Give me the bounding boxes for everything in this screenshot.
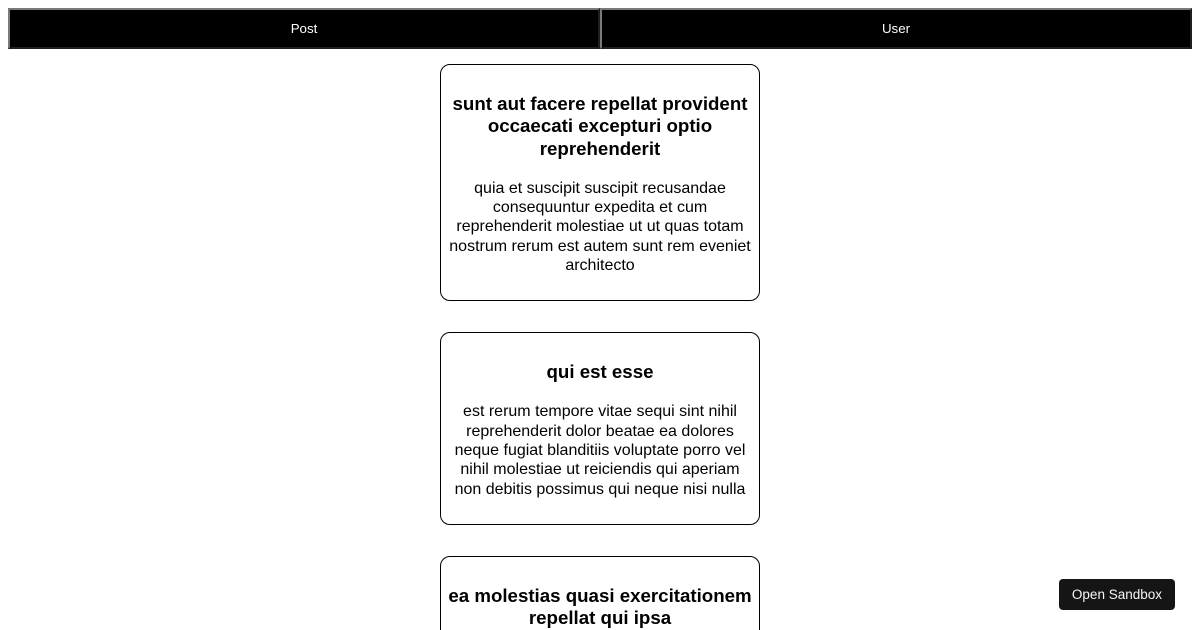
post-body-2: est rerum tempore vitae sequi sint nihil reprehenderit dolor beatae ea dolores neque fugiat blanditiis voluptate porro vel nihil molestiae ut reiciendis qui aperiam non debitis possimus qui neque nisi nulla	[454, 403, 746, 498]
post-list	[0, 64, 1200, 630]
top-nav	[0, 0, 1200, 49]
open-sandbox-button[interactable]: Open Sandbox	[1059, 579, 1175, 610]
post-body-1: quia et suscipit suscipit recusandae consequuntur expedita et cum reprehenderit molestiae ut ut quas totam nostrum rerum est autem sunt rem eveniet architecto	[449, 179, 751, 275]
post-card-1	[440, 64, 760, 301]
nav-user-button[interactable]: User	[600, 8, 1192, 49]
post-title-2: qui est esse	[546, 361, 654, 383]
post-title-1: sunt aut facere repellat provident occaecati excepturi optio reprehenderit	[452, 92, 748, 159]
post-card-3	[440, 556, 760, 630]
post-card-2	[440, 332, 760, 525]
post-title-3: ea molestias quasi exercitationem repellat qui ipsa	[448, 584, 752, 629]
nav-post-button[interactable]: Post	[8, 8, 600, 49]
